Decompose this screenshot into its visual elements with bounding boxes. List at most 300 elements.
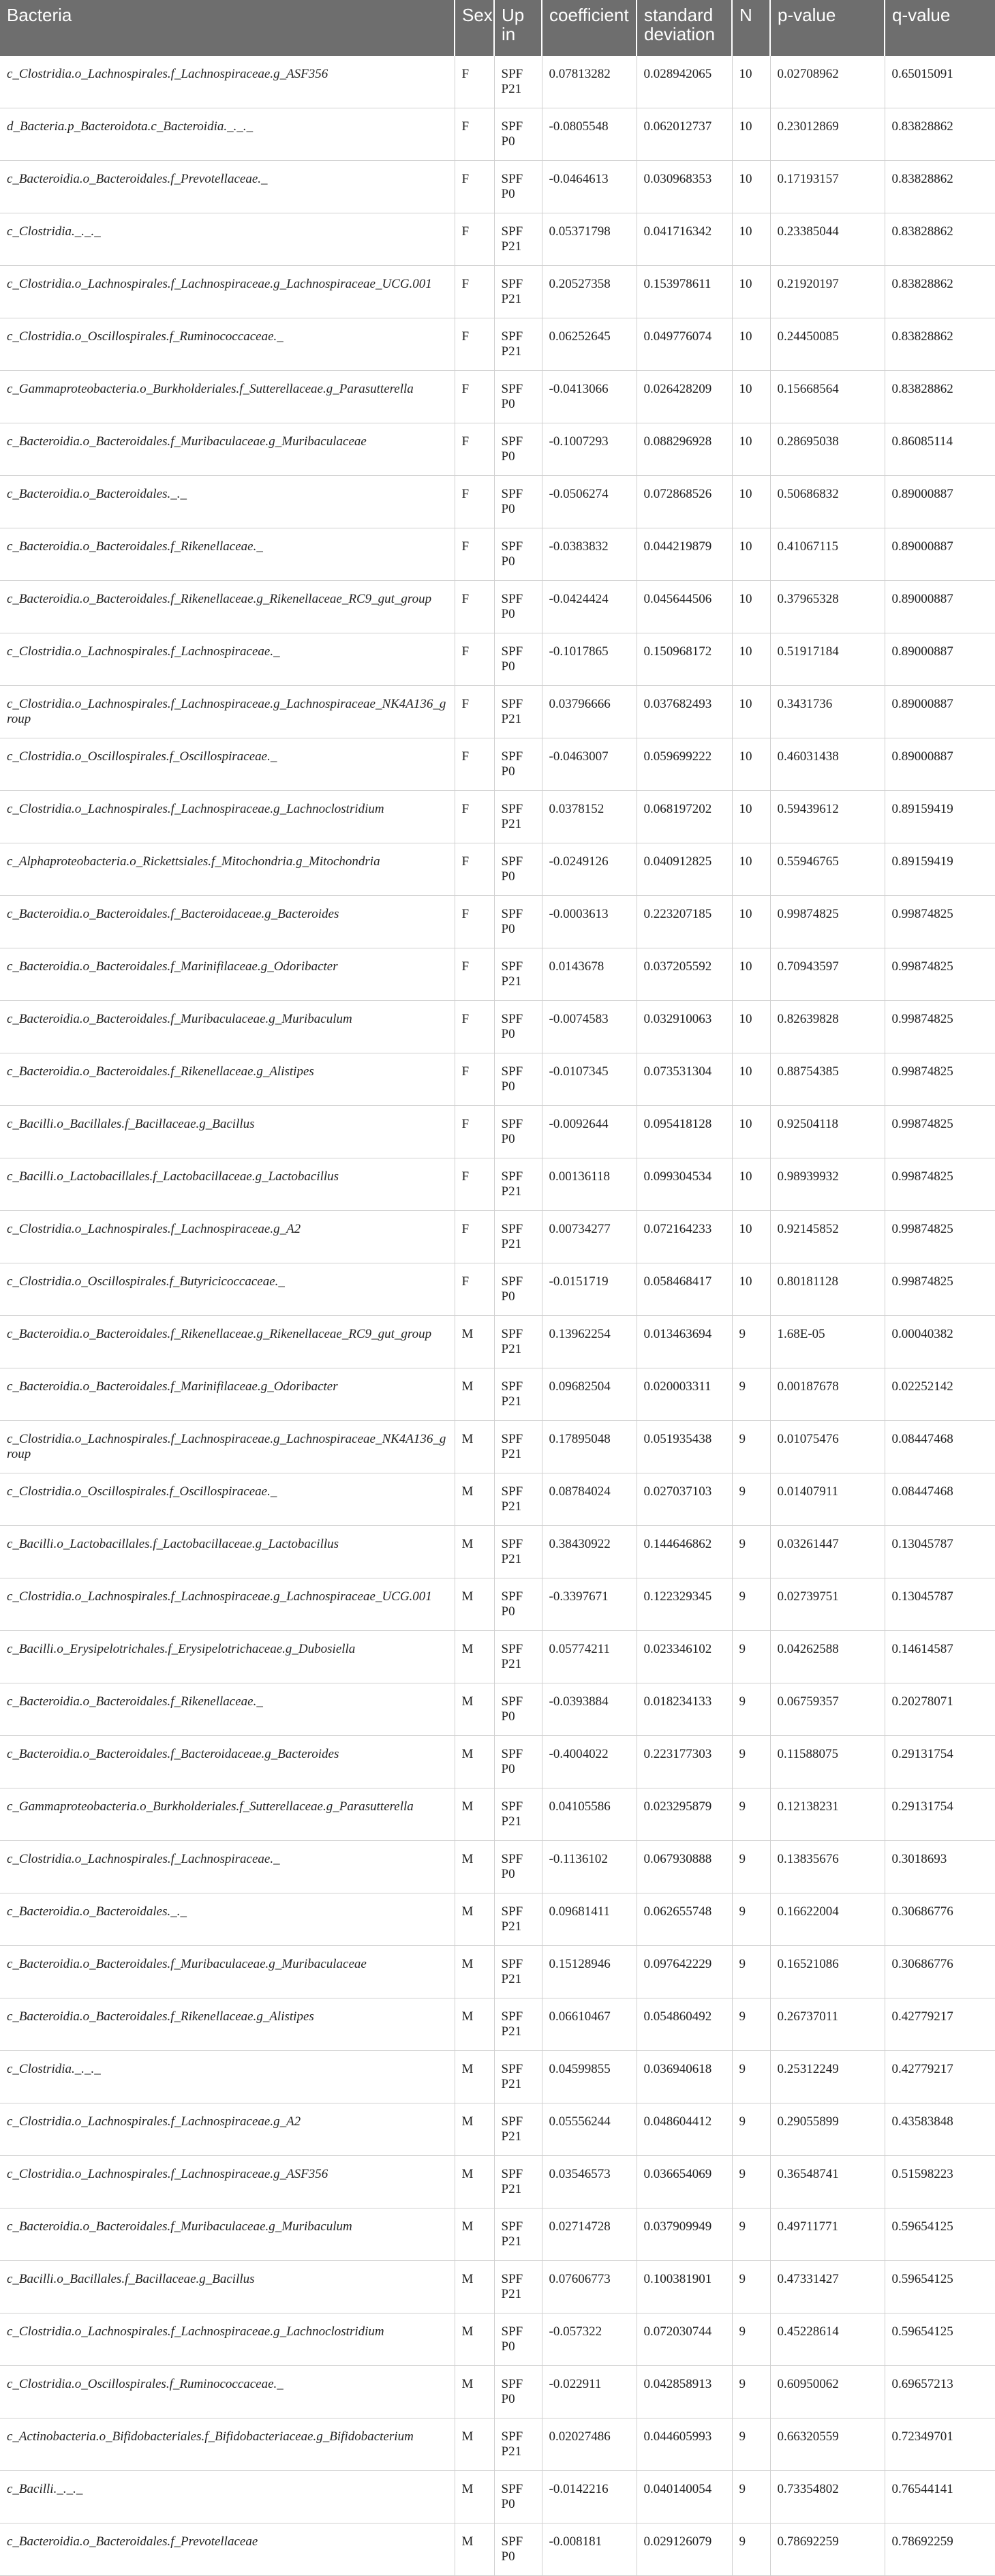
bacteria-cell: c_Clostridia.o_Lachnospirales.f_Lachnospiraceae.g_ASF356 <box>0 2156 455 2208</box>
q-value-cell: 0.99874825 <box>885 1211 995 1263</box>
sex-cell: F <box>455 266 494 318</box>
sex-cell: M <box>455 2103 494 2156</box>
bacteria-cell: c_Clostridia.o_Lachnospirales.f_Lachnospiraceae.g_Lachnospiraceae_NK4A136_group <box>0 1421 455 1473</box>
p-value-cell: 0.80181128 <box>770 1263 885 1316</box>
up-in-line: P21 <box>501 1657 522 1671</box>
coefficient-cell: -0.022911 <box>542 2366 637 2418</box>
sex-cell: F <box>455 371 494 423</box>
q-value-cell: 0.30686776 <box>885 1946 995 1998</box>
standard-deviation-cell: 0.013463694 <box>637 1316 732 1368</box>
sex-cell: M <box>455 2156 494 2208</box>
up-in-line: SPF <box>501 2114 523 2129</box>
p-value-cell: 0.51917184 <box>770 633 885 686</box>
bacteria-cell: c_Clostridia.o_Oscillospirales.f_Ruminococcaceae._ <box>0 2366 455 2418</box>
up-in-line: P21 <box>501 2287 522 2301</box>
up-in-cell <box>494 1421 542 1473</box>
p-value-cell: 0.92145852 <box>770 1211 885 1263</box>
sex-cell: F <box>455 423 494 476</box>
n-cell: 9 <box>732 2366 770 2418</box>
q-value-cell: 0.83828862 <box>885 213 995 266</box>
up-in-line: SPF <box>501 907 523 921</box>
bacteria-cell: c_Bacteroidia.o_Bacteroidales.f_Rikenellaceae._ <box>0 528 455 581</box>
up-in-line: SPF <box>501 434 523 449</box>
p-value-cell: 0.01075476 <box>770 1421 885 1473</box>
up-in-line: P21 <box>501 1499 522 1514</box>
up-in-line: SPF <box>501 1537 523 1551</box>
up-in-line: SPF <box>501 1642 523 1656</box>
q-value-cell: 0.08447468 <box>885 1421 995 1473</box>
up-in-line: SPF <box>501 172 523 186</box>
p-value-cell: 0.13835676 <box>770 1841 885 1893</box>
table-row <box>0 2156 995 2208</box>
up-in-cell <box>494 1841 542 1893</box>
q-value-cell: 0.99874825 <box>885 896 995 948</box>
sex-cell: M <box>455 2366 494 2418</box>
standard-deviation-cell: 0.045644506 <box>637 581 732 633</box>
up-in-line: P0 <box>501 869 515 884</box>
standard-deviation-cell: 0.041716342 <box>637 213 732 266</box>
n-cell: 10 <box>732 1053 770 1106</box>
up-in-cell <box>494 1788 542 1841</box>
coefficient-cell: 0.0143678 <box>542 948 637 1001</box>
up-in-line: P21 <box>501 817 522 831</box>
standard-deviation-cell: 0.223207185 <box>637 896 732 948</box>
up-in-line: SPF <box>501 2534 523 2549</box>
p-value-cell: 0.25312249 <box>770 2051 885 2103</box>
up-in-line: P0 <box>501 659 515 674</box>
table-body <box>0 56 995 2576</box>
standard-deviation-cell: 0.036940618 <box>637 2051 732 2103</box>
table-row <box>0 1683 995 1736</box>
standard-deviation-cell: 0.223177303 <box>637 1736 732 1788</box>
coefficient-cell: 0.06610467 <box>542 1998 637 2051</box>
table-row <box>0 948 995 1001</box>
up-in-line: P0 <box>501 1762 515 1776</box>
up-in-line: SPF <box>501 1852 523 1866</box>
up-in-cell <box>494 1683 542 1736</box>
table-row <box>0 1631 995 1683</box>
p-value-cell: 0.60950062 <box>770 2366 885 2418</box>
up-in-cell <box>494 738 542 791</box>
p-value-cell: 0.73354802 <box>770 2471 885 2523</box>
q-value-cell: 0.83828862 <box>885 108 995 161</box>
table-row <box>0 1841 995 1893</box>
sex-cell: M <box>455 1631 494 1683</box>
table-row <box>0 423 995 476</box>
up-in-line: SPF <box>501 697 523 711</box>
sex-cell: F <box>455 1001 494 1053</box>
up-in-line: SPF <box>501 802 523 816</box>
standard-deviation-cell: 0.062012737 <box>637 108 732 161</box>
bacteria-cell: c_Bacteroidia.o_Bacteroidales._._ <box>0 1893 455 1946</box>
q-value-cell: 0.51598223 <box>885 2156 995 2208</box>
standard-deviation-cell: 0.059699222 <box>637 738 732 791</box>
up-in-line: SPF <box>501 1484 523 1499</box>
table-row <box>0 1001 995 1053</box>
p-value-cell: 0.23012869 <box>770 108 885 161</box>
up-in-cell <box>494 2523 542 2576</box>
up-in-cell <box>494 1106 542 1158</box>
coefficient-cell: -0.0107345 <box>542 1053 637 1106</box>
up-in-line: P0 <box>501 1289 515 1304</box>
standard-deviation-cell: 0.058468417 <box>637 1263 732 1316</box>
up-in-line: SPF <box>501 1274 523 1289</box>
sex-cell: F <box>455 686 494 738</box>
standard-deviation-cell: 0.054860492 <box>637 1998 732 2051</box>
standard-deviation-cell: 0.040140054 <box>637 2471 732 2523</box>
coefficient-cell: -0.0092644 <box>542 1106 637 1158</box>
n-cell: 9 <box>732 1841 770 1893</box>
table-row <box>0 738 995 791</box>
n-cell: 10 <box>732 1211 770 1263</box>
up-in-line: SPF <box>501 1589 523 1604</box>
n-cell: 10 <box>732 108 770 161</box>
standard-deviation-cell: 0.028942065 <box>637 56 732 108</box>
n-cell: 9 <box>732 1946 770 1998</box>
q-value-cell: 0.89000887 <box>885 633 995 686</box>
table-row <box>0 1998 995 2051</box>
up-in-cell <box>494 1368 542 1421</box>
q-value-cell: 0.83828862 <box>885 318 995 371</box>
q-value-cell: 0.13045787 <box>885 1578 995 1631</box>
p-value-cell: 0.78692259 <box>770 2523 885 2576</box>
table-row <box>0 318 995 371</box>
coefficient-cell: 0.00136118 <box>542 1158 637 1211</box>
up-in-line: P0 <box>501 449 515 464</box>
q-value-cell: 0.83828862 <box>885 266 995 318</box>
q-value-cell: 0.59654125 <box>885 2261 995 2313</box>
up-in-cell <box>494 1473 542 1526</box>
q-value-cell: 0.3018693 <box>885 1841 995 1893</box>
bacteria-cell: c_Clostridia.o_Lachnospirales.f_Lachnospiraceae.g_A2 <box>0 2103 455 2156</box>
p-value-cell: 0.16622004 <box>770 1893 885 1946</box>
p-value-cell: 0.15668564 <box>770 371 885 423</box>
n-cell: 9 <box>732 1421 770 1473</box>
coefficient-cell: -0.0074583 <box>542 1001 637 1053</box>
standard-deviation-cell: 0.122329345 <box>637 1578 732 1631</box>
bacteria-cell: c_Clostridia.o_Lachnospirales.f_Lachnospiraceae.g_A2 <box>0 1211 455 1263</box>
table-row <box>0 686 995 738</box>
q-value-cell: 0.65015091 <box>885 56 995 108</box>
bacteria-cell: c_Bacteroidia.o_Bacteroidales.f_Marinifilaceae.g_Odoribacter <box>0 1368 455 1421</box>
coefficient-cell: 0.20527358 <box>542 266 637 318</box>
table-row <box>0 2418 995 2471</box>
up-in-cell <box>494 2261 542 2313</box>
p-value-cell: 0.59439612 <box>770 791 885 843</box>
up-in-cell <box>494 2366 542 2418</box>
sex-cell: M <box>455 1526 494 1578</box>
up-in-line: SPF <box>501 539 523 554</box>
q-value-cell: 0.99874825 <box>885 1263 995 1316</box>
up-in-cell <box>494 1946 542 1998</box>
up-in-cell <box>494 843 542 896</box>
up-in-cell <box>494 2418 542 2471</box>
sex-cell: F <box>455 633 494 686</box>
up-in-line: P21 <box>501 2077 522 2091</box>
n-cell: 9 <box>732 2261 770 2313</box>
sex-cell: M <box>455 1788 494 1841</box>
standard-deviation-cell: 0.049776074 <box>637 318 732 371</box>
up-in-cell <box>494 2051 542 2103</box>
up-in-cell <box>494 2471 542 2523</box>
coefficient-cell: 0.09682504 <box>542 1368 637 1421</box>
n-cell: 10 <box>732 1158 770 1211</box>
up-in-line: SPF <box>501 592 523 606</box>
bacteria-cell: c_Bacteroidia.o_Bacteroidales.f_Muribaculaceae.g_Muribaculum <box>0 1001 455 1053</box>
q-value-cell: 0.13045787 <box>885 1526 995 1578</box>
sex-cell: M <box>455 1368 494 1421</box>
n-cell: 9 <box>732 1788 770 1841</box>
table-row <box>0 1736 995 1788</box>
p-value-cell: 0.41067115 <box>770 528 885 581</box>
p-value-cell: 1.68E-05 <box>770 1316 885 1368</box>
coefficient-cell: 0.05774211 <box>542 1631 637 1683</box>
p-value-cell: 0.26737011 <box>770 1998 885 2051</box>
p-value-cell: 0.11588075 <box>770 1736 885 1788</box>
up-in-line: SPF <box>501 2167 523 2181</box>
bacteria-cell: c_Clostridia.o_Oscillospirales.f_Ruminococcaceae._ <box>0 318 455 371</box>
p-value-cell: 0.02708962 <box>770 56 885 108</box>
bacteria-cell: c_Clostridia.o_Lachnospirales.f_Lachnospiraceae._ <box>0 1841 455 1893</box>
bacteria-cell: c_Gammaproteobacteria.o_Burkholderiales.f_Sutterellaceae.g_Parasutterella <box>0 1788 455 1841</box>
p-value-cell: 0.37965328 <box>770 581 885 633</box>
sex-cell: M <box>455 1578 494 1631</box>
coefficient-cell: 0.0378152 <box>542 791 637 843</box>
standard-deviation-cell: 0.030968353 <box>637 161 732 213</box>
n-cell: 10 <box>732 738 770 791</box>
q-value-cell: 0.89159419 <box>885 843 995 896</box>
n-cell: 10 <box>732 633 770 686</box>
bacteria-cell: c_Bacteroidia.o_Bacteroidales.f_Prevotellaceae <box>0 2523 455 2576</box>
standard-deviation-cell: 0.097642229 <box>637 1946 732 1998</box>
table-row <box>0 1421 995 1473</box>
bacteria-cell: c_Clostridia.o_Lachnospirales.f_Lachnospiraceae.g_Lachnospiraceae_NK4A136_group <box>0 686 455 738</box>
p-value-cell: 0.46031438 <box>770 738 885 791</box>
p-value-cell: 0.21920197 <box>770 266 885 318</box>
up-in-line: P21 <box>501 1447 522 1461</box>
n-cell: 10 <box>732 476 770 528</box>
n-cell: 10 <box>732 56 770 108</box>
coefficient-cell: -0.1017865 <box>542 633 637 686</box>
p-value-cell: 0.82639828 <box>770 1001 885 1053</box>
bacteria-cell: c_Clostridia.o_Oscillospirales.f_Oscillospiraceae._ <box>0 1473 455 1526</box>
table-row <box>0 1578 995 1631</box>
bacteria-cell: c_Bacteroidia.o_Bacteroidales.f_Rikenellaceae.g_Rikenellaceae_RC9_gut_group <box>0 1316 455 1368</box>
header-standard-deviation: standard deviation <box>637 0 732 56</box>
sex-cell: M <box>455 2051 494 2103</box>
p-value-cell: 0.3431736 <box>770 686 885 738</box>
up-in-cell <box>494 1001 542 1053</box>
up-in-line: P0 <box>501 764 515 779</box>
q-value-cell: 0.83828862 <box>885 161 995 213</box>
q-value-cell: 0.78692259 <box>885 2523 995 2576</box>
sex-cell: M <box>455 1473 494 1526</box>
coefficient-cell: 0.05556244 <box>542 2103 637 2156</box>
sex-cell: M <box>455 1421 494 1473</box>
up-in-line: SPF <box>501 2324 523 2339</box>
coefficient-cell: -0.0003613 <box>542 896 637 948</box>
n-cell: 9 <box>732 2313 770 2366</box>
standard-deviation-cell: 0.073531304 <box>637 1053 732 1106</box>
table-row <box>0 1893 995 1946</box>
n-cell: 9 <box>732 1368 770 1421</box>
up-in-line: SPF <box>501 2272 523 2286</box>
table-row <box>0 1211 995 1263</box>
coefficient-cell: -0.0805548 <box>542 108 637 161</box>
table-row <box>0 161 995 213</box>
coefficient-cell: 0.07813282 <box>542 56 637 108</box>
sex-cell: M <box>455 1316 494 1368</box>
up-in-cell <box>494 213 542 266</box>
up-in-line: P21 <box>501 1237 522 1251</box>
bacteria-cell: c_Bacilli.o_Bacillales.f_Bacillaceae.g_Bacillus <box>0 1106 455 1158</box>
q-value-cell: 0.89000887 <box>885 581 995 633</box>
up-in-cell <box>494 791 542 843</box>
table-row <box>0 2103 995 2156</box>
coefficient-cell: -0.0142216 <box>542 2471 637 2523</box>
standard-deviation-cell: 0.037205592 <box>637 948 732 1001</box>
up-in-line: SPF <box>501 1012 523 1026</box>
coefficient-cell: 0.04599855 <box>542 2051 637 2103</box>
bacteria-cell: c_Gammaproteobacteria.o_Burkholderiales.f_Sutterellaceae.g_Parasutterella <box>0 371 455 423</box>
bacteria-cell: c_Bacilli.o_Lactobacillales.f_Lactobacillaceae.g_Lactobacillus <box>0 1526 455 1578</box>
up-in-line: P21 <box>501 1919 522 1934</box>
table-row <box>0 791 995 843</box>
bacteria-cell: c_Bacteroidia.o_Bacteroidales.f_Rikenellaceae.g_Alistipes <box>0 1998 455 2051</box>
n-cell: 9 <box>732 2418 770 2471</box>
n-cell: 9 <box>732 1631 770 1683</box>
sex-cell: F <box>455 738 494 791</box>
up-in-line: SPF <box>501 854 523 869</box>
n-cell: 10 <box>732 581 770 633</box>
coefficient-cell: 0.05371798 <box>542 213 637 266</box>
table-row <box>0 2051 995 2103</box>
up-in-line: P21 <box>501 1972 522 1986</box>
up-in-line: P21 <box>501 292 522 306</box>
bacteria-cell: c_Bacilli._._._ <box>0 2471 455 2523</box>
n-cell: 9 <box>732 1893 770 1946</box>
q-value-cell: 0.76544141 <box>885 2471 995 2523</box>
up-in-cell <box>494 1736 542 1788</box>
up-in-line: SPF <box>501 119 523 134</box>
up-in-cell <box>494 581 542 633</box>
up-in-line: P0 <box>501 1079 515 1094</box>
up-in-line: SPF <box>501 2482 523 2496</box>
q-value-cell: 0.08447468 <box>885 1473 995 1526</box>
up-in-line: P21 <box>501 2444 522 2459</box>
sex-cell: F <box>455 1106 494 1158</box>
up-in-line: SPF <box>501 749 523 764</box>
header-bacteria: Bacteria <box>0 0 455 56</box>
bacteria-cell: c_Bacilli.o_Lactobacillales.f_Lactobacillaceae.g_Lactobacillus <box>0 1158 455 1211</box>
table-row <box>0 213 995 266</box>
up-in-line: SPF <box>501 1379 523 1394</box>
up-in-line: P0 <box>501 2339 515 2354</box>
p-value-cell: 0.99874825 <box>770 896 885 948</box>
up-in-line: SPF <box>501 277 523 291</box>
up-in-cell <box>494 476 542 528</box>
n-cell: 10 <box>732 371 770 423</box>
n-cell: 9 <box>732 1526 770 1578</box>
table-row <box>0 1106 995 1158</box>
q-value-cell: 0.89000887 <box>885 476 995 528</box>
sex-cell: F <box>455 56 494 108</box>
q-value-cell: 0.99874825 <box>885 1158 995 1211</box>
up-in-cell <box>494 1578 542 1631</box>
bacteria-cell: c_Clostridia.o_Lachnospirales.f_Lachnospiraceae._ <box>0 633 455 686</box>
up-in-line: SPF <box>501 1904 523 1919</box>
up-in-cell <box>494 1526 542 1578</box>
q-value-cell: 0.14614587 <box>885 1631 995 1683</box>
q-value-cell: 0.29131754 <box>885 1788 995 1841</box>
coefficient-cell: -0.0151719 <box>542 1263 637 1316</box>
up-in-cell <box>494 371 542 423</box>
table-row <box>0 476 995 528</box>
q-value-cell: 0.99874825 <box>885 1106 995 1158</box>
standard-deviation-cell: 0.040912825 <box>637 843 732 896</box>
coefficient-cell: 0.17895048 <box>542 1421 637 1473</box>
bacteria-cell: c_Clostridia.o_Oscillospirales.f_Oscillospiraceae._ <box>0 738 455 791</box>
standard-deviation-cell: 0.150968172 <box>637 633 732 686</box>
n-cell: 10 <box>732 266 770 318</box>
p-value-cell: 0.45228614 <box>770 2313 885 2366</box>
up-in-cell <box>494 1211 542 1263</box>
up-in-line: SPF <box>501 1222 523 1236</box>
sex-cell: M <box>455 1998 494 2051</box>
sex-cell: M <box>455 2471 494 2523</box>
n-cell: 10 <box>732 161 770 213</box>
header-coefficient: coefficient <box>542 0 637 56</box>
n-cell: 9 <box>732 2523 770 2576</box>
standard-deviation-cell: 0.037682493 <box>637 686 732 738</box>
table-row <box>0 371 995 423</box>
p-value-cell: 0.01407911 <box>770 1473 885 1526</box>
q-value-cell: 0.43583848 <box>885 2103 995 2156</box>
up-in-line: P0 <box>501 554 515 569</box>
coefficient-cell: 0.07606773 <box>542 2261 637 2313</box>
table-row <box>0 1788 995 1841</box>
p-value-cell: 0.66320559 <box>770 2418 885 2471</box>
up-in-line: P21 <box>501 1342 522 1356</box>
table-row <box>0 1526 995 1578</box>
coefficient-cell: 0.13962254 <box>542 1316 637 1368</box>
p-value-cell: 0.03261447 <box>770 1526 885 1578</box>
coefficient-cell: -0.0506274 <box>542 476 637 528</box>
standard-deviation-cell: 0.099304534 <box>637 1158 732 1211</box>
standard-deviation-cell: 0.026428209 <box>637 371 732 423</box>
standard-deviation-cell: 0.072868526 <box>637 476 732 528</box>
header-up-in: Up in <box>494 0 542 56</box>
up-in-cell <box>494 2156 542 2208</box>
q-value-cell: 0.00040382 <box>885 1316 995 1368</box>
up-in-cell <box>494 161 542 213</box>
coefficient-cell: -0.0383832 <box>542 528 637 581</box>
up-in-line: P21 <box>501 2024 522 2039</box>
standard-deviation-cell: 0.032910063 <box>637 1001 732 1053</box>
bacteria-cell: c_Bacteroidia.o_Bacteroidales.f_Muribaculaceae.g_Muribaculaceae <box>0 423 455 476</box>
p-value-cell: 0.50686832 <box>770 476 885 528</box>
table-row <box>0 1263 995 1316</box>
table-row <box>0 1316 995 1368</box>
q-value-cell: 0.30686776 <box>885 1893 995 1946</box>
up-in-line: SPF <box>501 959 523 974</box>
standard-deviation-cell: 0.095418128 <box>637 1106 732 1158</box>
standard-deviation-cell: 0.153978611 <box>637 266 732 318</box>
p-value-cell: 0.88754385 <box>770 1053 885 1106</box>
coefficient-cell: 0.00734277 <box>542 1211 637 1263</box>
sex-cell: F <box>455 108 494 161</box>
table-row <box>0 2471 995 2523</box>
